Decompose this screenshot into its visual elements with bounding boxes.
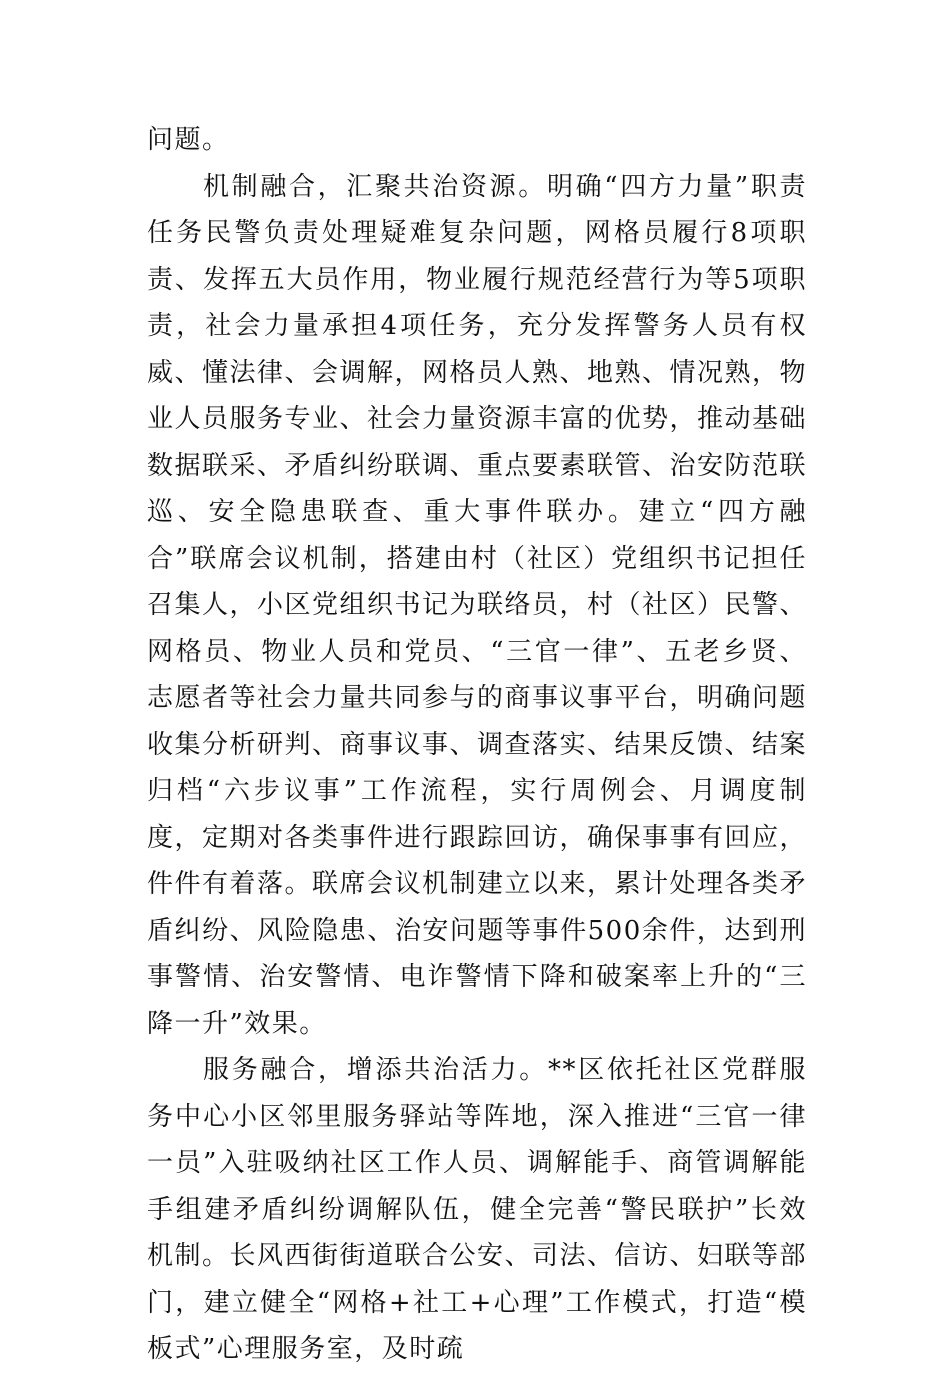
document-body [147,117,807,1373]
paragraph-service-integration: 服务融合，增添共治活力。**区依托社区党群服务中心小区邻里服务驿站等阵地，深入推进“三官一律一员”入驻吸纳社区工作人员、调解能手、商管调解能手组建矛盾纠纷调解队伍，健全完善“警民联护”长效机制。长风西街街道联合公安、司法、信访、妇联等部门，建立健全“网格+社工+心理”工作模式，打造“模板式”心理服务室，及时疏 [147,1055,808,1364]
paragraph-continuation: 问题。 [147,125,230,155]
paragraph-mechanism-integration: 机制融合，汇聚共治资源。明确“四方力量”职责任务民警负责处理疑难复杂问题，网格员履行8项职责、发挥五大员作用，物业履行规范经营行为等5项职责，社会力量承担4项任务，充分发挥警务人员有权威、懂法律、会调解，网格员人熟、地熟、情况熟，物业人员服务专业、社会力量资源丰富的优势，推动基础数据联采、矛盾纠纷联调、重点要素联管、治安防范联巡、安全隐患联查、重大事件联办。建立“四方融合”联席会议机制，搭建由村（社区）党组织书记担任召集人，小区党组织书记为联络员，村（社区）民警、网格员、物业人员和党员、“三官一律”、五老乡贤、志愿者等社会力量共同参与的商事议事平台，明确问题收集分析研判、商事议事、调查落实、结果反馈、结案归档“六步议事”工作流程，实行周例会、月调度制度，定期对各类事件进行跟踪回访，确保事事有回应，件件有着落。联席会议机制建立以来，累计处理各类矛盾纠纷、风险隐患、治安问题等事件500余件，达到刑事警情、治安警情、电诈警情下降和破案率上升的“三降一升”效果。 [147,171,808,1039]
